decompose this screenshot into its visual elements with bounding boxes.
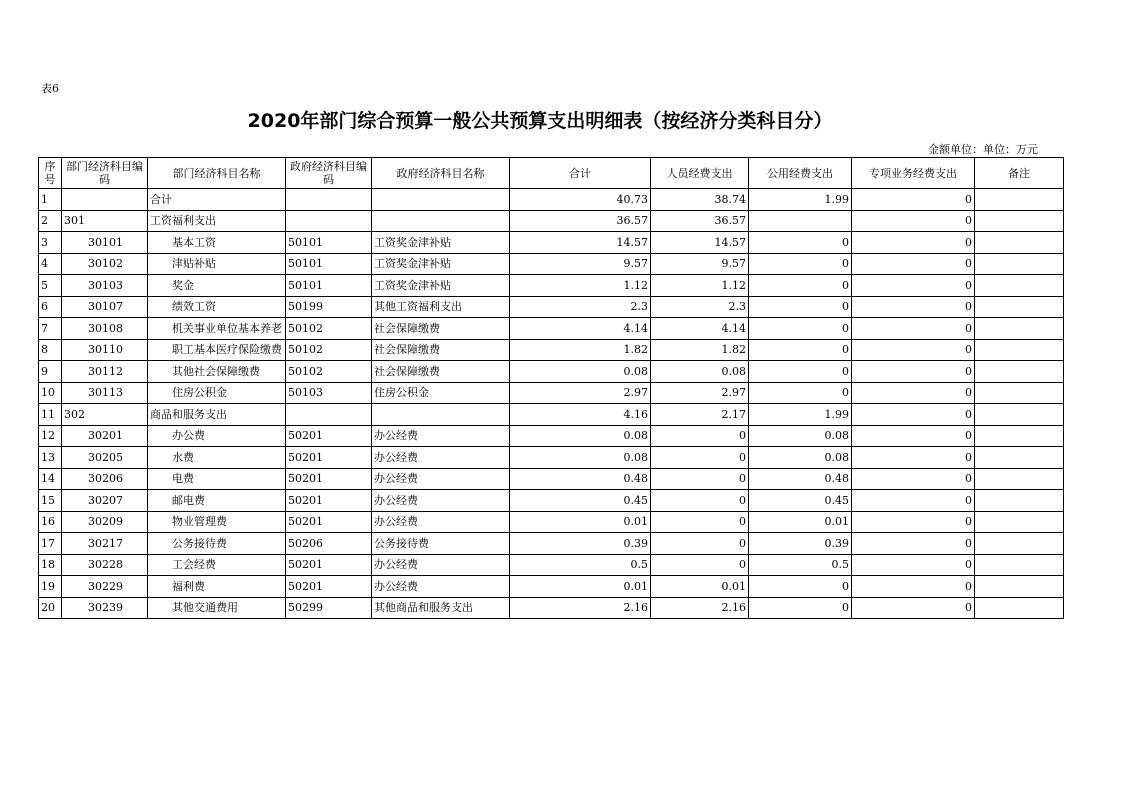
- header-gov-code: 政府经济科目编码: [286, 158, 372, 189]
- cell-public: 0: [749, 318, 852, 340]
- cell-personnel: 2.3: [651, 296, 749, 318]
- cell-gov-name: 社会保障缴费: [372, 339, 510, 361]
- cell-seq: 2: [39, 210, 62, 232]
- cell-dept-code: 30239: [62, 597, 148, 619]
- cell-special: 0: [852, 511, 975, 533]
- header-special: 专项业务经费支出: [852, 158, 975, 189]
- cell-gov-name: 办公经费: [372, 425, 510, 447]
- cell-seq: 19: [39, 576, 62, 598]
- cell-seq: 6: [39, 296, 62, 318]
- cell-remark: [975, 296, 1064, 318]
- cell-dept-name: 职工基本医疗保险缴费: [148, 339, 286, 361]
- cell-gov-name: 公务接待费: [372, 533, 510, 555]
- cell-dept-name: 物业管理费: [148, 511, 286, 533]
- cell-dept-name: 商品和服务支出: [148, 404, 286, 426]
- cell-gov-name: [372, 189, 510, 211]
- cell-gov-code: 50199: [286, 296, 372, 318]
- header-dept-code: 部门经济科目编码: [62, 158, 148, 189]
- cell-seq: 15: [39, 490, 62, 512]
- cell-dept-code: 30103: [62, 275, 148, 297]
- cell-gov-code: 50201: [286, 576, 372, 598]
- cell-remark: [975, 361, 1064, 383]
- table-row: [39, 189, 1064, 211]
- cell-public: 0: [749, 382, 852, 404]
- cell-public: 0: [749, 232, 852, 254]
- cell-personnel: 0: [651, 511, 749, 533]
- cell-remark: [975, 382, 1064, 404]
- cell-special: 0: [852, 318, 975, 340]
- cell-remark: [975, 511, 1064, 533]
- cell-dept-code: 30112: [62, 361, 148, 383]
- cell-public: 0.45: [749, 490, 852, 512]
- cell-personnel: 9.57: [651, 253, 749, 275]
- cell-dept-code: [62, 189, 148, 211]
- cell-dept-code: 30113: [62, 382, 148, 404]
- cell-total: 4.14: [510, 318, 651, 340]
- cell-gov-code: [286, 404, 372, 426]
- cell-remark: [975, 447, 1064, 469]
- cell-personnel: 0.01: [651, 576, 749, 598]
- cell-dept-code: 30206: [62, 468, 148, 490]
- cell-public: 0: [749, 576, 852, 598]
- cell-public: 0: [749, 597, 852, 619]
- cell-total: 40.73: [510, 189, 651, 211]
- cell-dept-code: 302: [62, 404, 148, 426]
- table-row: [39, 597, 1064, 619]
- cell-public: 0: [749, 275, 852, 297]
- cell-dept-name: 邮电费: [148, 490, 286, 512]
- cell-total: 2.97: [510, 382, 651, 404]
- cell-total: 0.08: [510, 361, 651, 383]
- cell-remark: [975, 232, 1064, 254]
- cell-total: 4.16: [510, 404, 651, 426]
- header-personnel: 人员经费支出: [651, 158, 749, 189]
- cell-remark: [975, 554, 1064, 576]
- cell-seq: 10: [39, 382, 62, 404]
- table-row: [39, 339, 1064, 361]
- cell-dept-code: 30205: [62, 447, 148, 469]
- table-row: [39, 533, 1064, 555]
- cell-dept-name: 合计: [148, 189, 286, 211]
- cell-public: 0.08: [749, 425, 852, 447]
- cell-remark: [975, 318, 1064, 340]
- cell-dept-name: 水费: [148, 447, 286, 469]
- table-row: [39, 232, 1064, 254]
- cell-gov-name: 办公经费: [372, 468, 510, 490]
- cell-personnel: 4.14: [651, 318, 749, 340]
- cell-public: 0: [749, 253, 852, 275]
- cell-gov-code: 50206: [286, 533, 372, 555]
- cell-special: 0: [852, 253, 975, 275]
- cell-remark: [975, 404, 1064, 426]
- cell-personnel: 14.57: [651, 232, 749, 254]
- cell-seq: 12: [39, 425, 62, 447]
- cell-gov-code: 50102: [286, 361, 372, 383]
- cell-dept-name: 电费: [148, 468, 286, 490]
- cell-special: 0: [852, 404, 975, 426]
- table-row: [39, 296, 1064, 318]
- cell-seq: 20: [39, 597, 62, 619]
- cell-gov-code: 50201: [286, 468, 372, 490]
- cell-public: 0.39: [749, 533, 852, 555]
- cell-seq: 11: [39, 404, 62, 426]
- header-public: 公用经费支出: [749, 158, 852, 189]
- cell-gov-code: 50201: [286, 490, 372, 512]
- cell-gov-code: [286, 189, 372, 211]
- cell-gov-name: 办公经费: [372, 511, 510, 533]
- cell-personnel: 1.82: [651, 339, 749, 361]
- cell-gov-code: 50201: [286, 447, 372, 469]
- cell-dept-name: 办公费: [148, 425, 286, 447]
- cell-total: 0.01: [510, 576, 651, 598]
- cell-personnel: 36.57: [651, 210, 749, 232]
- cell-personnel: 0: [651, 425, 749, 447]
- cell-remark: [975, 533, 1064, 555]
- cell-special: 0: [852, 468, 975, 490]
- budget-table: [38, 157, 1064, 619]
- cell-total: 0.45: [510, 490, 651, 512]
- cell-special: 0: [852, 597, 975, 619]
- cell-gov-name: 工资奖金津补贴: [372, 275, 510, 297]
- cell-special: 0: [852, 210, 975, 232]
- cell-remark: [975, 576, 1064, 598]
- table-row: [39, 511, 1064, 533]
- cell-special: 0: [852, 447, 975, 469]
- cell-special: 0: [852, 296, 975, 318]
- cell-special: 0: [852, 490, 975, 512]
- cell-seq: 13: [39, 447, 62, 469]
- cell-public: 1.99: [749, 404, 852, 426]
- cell-gov-code: 50201: [286, 425, 372, 447]
- page-title: 2020年部门综合预算一般公共预算支出明细表（按经济分类科目分）: [247, 110, 833, 132]
- cell-remark: [975, 253, 1064, 275]
- cell-seq: 9: [39, 361, 62, 383]
- cell-dept-name: 津贴补贴: [148, 253, 286, 275]
- table-row: [39, 447, 1064, 469]
- cell-dept-name: 其他交通费用: [148, 597, 286, 619]
- cell-personnel: 0: [651, 490, 749, 512]
- cell-gov-name: 其他工资福利支出: [372, 296, 510, 318]
- cell-dept-code: 30110: [62, 339, 148, 361]
- cell-gov-name: [372, 210, 510, 232]
- cell-gov-code: 50101: [286, 253, 372, 275]
- cell-seq: 16: [39, 511, 62, 533]
- cell-gov-name: 办公经费: [372, 490, 510, 512]
- cell-public: 1.99: [749, 189, 852, 211]
- cell-total: 2.16: [510, 597, 651, 619]
- cell-gov-name: 其他商品和服务支出: [372, 597, 510, 619]
- cell-dept-name: 基本工资: [148, 232, 286, 254]
- table-row: [39, 468, 1064, 490]
- cell-seq: 7: [39, 318, 62, 340]
- cell-dept-name: 其他社会保障缴费: [148, 361, 286, 383]
- table-row: [39, 253, 1064, 275]
- cell-remark: [975, 425, 1064, 447]
- header-seq: 序号: [39, 158, 62, 189]
- cell-personnel: 2.16: [651, 597, 749, 619]
- table-row: [39, 361, 1064, 383]
- cell-dept-code: 30101: [62, 232, 148, 254]
- cell-personnel: 0: [651, 468, 749, 490]
- sheet-label: 表6: [41, 82, 59, 95]
- cell-total: 0.39: [510, 533, 651, 555]
- header-total: 合计: [510, 158, 651, 189]
- table-row: [39, 404, 1064, 426]
- cell-personnel: 2.97: [651, 382, 749, 404]
- cell-dept-name: 工资福利支出: [148, 210, 286, 232]
- cell-dept-code: 301: [62, 210, 148, 232]
- cell-remark: [975, 339, 1064, 361]
- cell-public: 0: [749, 339, 852, 361]
- cell-dept-name: 住房公积金: [148, 382, 286, 404]
- cell-remark: [975, 490, 1064, 512]
- table-row: [39, 318, 1064, 340]
- cell-personnel: 0: [651, 554, 749, 576]
- cell-total: 0.48: [510, 468, 651, 490]
- cell-dept-code: 30207: [62, 490, 148, 512]
- cell-remark: [975, 189, 1064, 211]
- cell-dept-code: 30107: [62, 296, 148, 318]
- table-row: [39, 210, 1064, 232]
- header-remark: 备注: [975, 158, 1064, 189]
- table-row: [39, 490, 1064, 512]
- cell-public: [749, 210, 852, 232]
- cell-remark: [975, 275, 1064, 297]
- cell-public: 0.48: [749, 468, 852, 490]
- cell-gov-name: 工资奖金津补贴: [372, 253, 510, 275]
- cell-total: 1.12: [510, 275, 651, 297]
- cell-seq: 17: [39, 533, 62, 555]
- cell-dept-code: 30228: [62, 554, 148, 576]
- cell-gov-name: 社会保障缴费: [372, 318, 510, 340]
- cell-special: 0: [852, 533, 975, 555]
- cell-personnel: 0: [651, 533, 749, 555]
- table-body: [39, 189, 1064, 619]
- cell-remark: [975, 597, 1064, 619]
- cell-public: 0.08: [749, 447, 852, 469]
- cell-seq: 18: [39, 554, 62, 576]
- cell-gov-name: 办公经费: [372, 447, 510, 469]
- cell-gov-name: 住房公积金: [372, 382, 510, 404]
- cell-seq: 8: [39, 339, 62, 361]
- cell-special: 0: [852, 576, 975, 598]
- cell-special: 0: [852, 189, 975, 211]
- cell-personnel: 2.17: [651, 404, 749, 426]
- cell-gov-name: 办公经费: [372, 576, 510, 598]
- cell-total: 0.01: [510, 511, 651, 533]
- cell-special: 0: [852, 361, 975, 383]
- cell-public: 0: [749, 361, 852, 383]
- cell-dept-code: 30229: [62, 576, 148, 598]
- cell-dept-code: 30217: [62, 533, 148, 555]
- table-row: [39, 382, 1064, 404]
- cell-gov-name: 办公经费: [372, 554, 510, 576]
- cell-total: 0.08: [510, 425, 651, 447]
- unit-label: 金额单位：单位：万元: [928, 143, 1038, 156]
- cell-total: 0.08: [510, 447, 651, 469]
- cell-total: 2.3: [510, 296, 651, 318]
- cell-seq: 3: [39, 232, 62, 254]
- cell-total: 9.57: [510, 253, 651, 275]
- cell-gov-name: [372, 404, 510, 426]
- cell-gov-code: 50101: [286, 232, 372, 254]
- cell-total: 14.57: [510, 232, 651, 254]
- table-row: [39, 275, 1064, 297]
- cell-gov-code: 50101: [286, 275, 372, 297]
- cell-seq: 1: [39, 189, 62, 211]
- cell-personnel: 1.12: [651, 275, 749, 297]
- cell-special: 0: [852, 232, 975, 254]
- cell-dept-name: 公务接待费: [148, 533, 286, 555]
- cell-dept-code: 30209: [62, 511, 148, 533]
- cell-dept-name: 福利费: [148, 576, 286, 598]
- cell-total: 36.57: [510, 210, 651, 232]
- cell-personnel: 0.08: [651, 361, 749, 383]
- cell-personnel: 0: [651, 447, 749, 469]
- cell-special: 0: [852, 425, 975, 447]
- cell-gov-code: 50102: [286, 339, 372, 361]
- cell-total: 0.5: [510, 554, 651, 576]
- cell-special: 0: [852, 554, 975, 576]
- cell-gov-name: 社会保障缴费: [372, 361, 510, 383]
- cell-special: 0: [852, 339, 975, 361]
- cell-dept-name: 机关事业单位基本养老: [148, 318, 286, 340]
- cell-seq: 14: [39, 468, 62, 490]
- cell-special: 0: [852, 275, 975, 297]
- table-row: [39, 554, 1064, 576]
- cell-gov-code: [286, 210, 372, 232]
- cell-dept-name: 工会经费: [148, 554, 286, 576]
- cell-public: 0.01: [749, 511, 852, 533]
- cell-seq: 5: [39, 275, 62, 297]
- cell-gov-name: 工资奖金津补贴: [372, 232, 510, 254]
- cell-public: 0: [749, 296, 852, 318]
- cell-dept-name: 奖金: [148, 275, 286, 297]
- cell-dept-code: 30201: [62, 425, 148, 447]
- cell-gov-code: 50103: [286, 382, 372, 404]
- cell-total: 1.82: [510, 339, 651, 361]
- cell-dept-code: 30102: [62, 253, 148, 275]
- cell-seq: 4: [39, 253, 62, 275]
- cell-gov-code: 50102: [286, 318, 372, 340]
- table-row: [39, 576, 1064, 598]
- header-dept-name: 部门经济科目名称: [148, 158, 286, 189]
- table-header-row: [39, 158, 1064, 189]
- header-gov-name: 政府经济科目名称: [372, 158, 510, 189]
- cell-remark: [975, 468, 1064, 490]
- table-row: [39, 425, 1064, 447]
- cell-personnel: 38.74: [651, 189, 749, 211]
- cell-dept-code: 30108: [62, 318, 148, 340]
- cell-gov-code: 50201: [286, 554, 372, 576]
- cell-public: 0.5: [749, 554, 852, 576]
- cell-dept-name: 绩效工资: [148, 296, 286, 318]
- cell-remark: [975, 210, 1064, 232]
- cell-gov-code: 50201: [286, 511, 372, 533]
- cell-gov-code: 50299: [286, 597, 372, 619]
- cell-special: 0: [852, 382, 975, 404]
